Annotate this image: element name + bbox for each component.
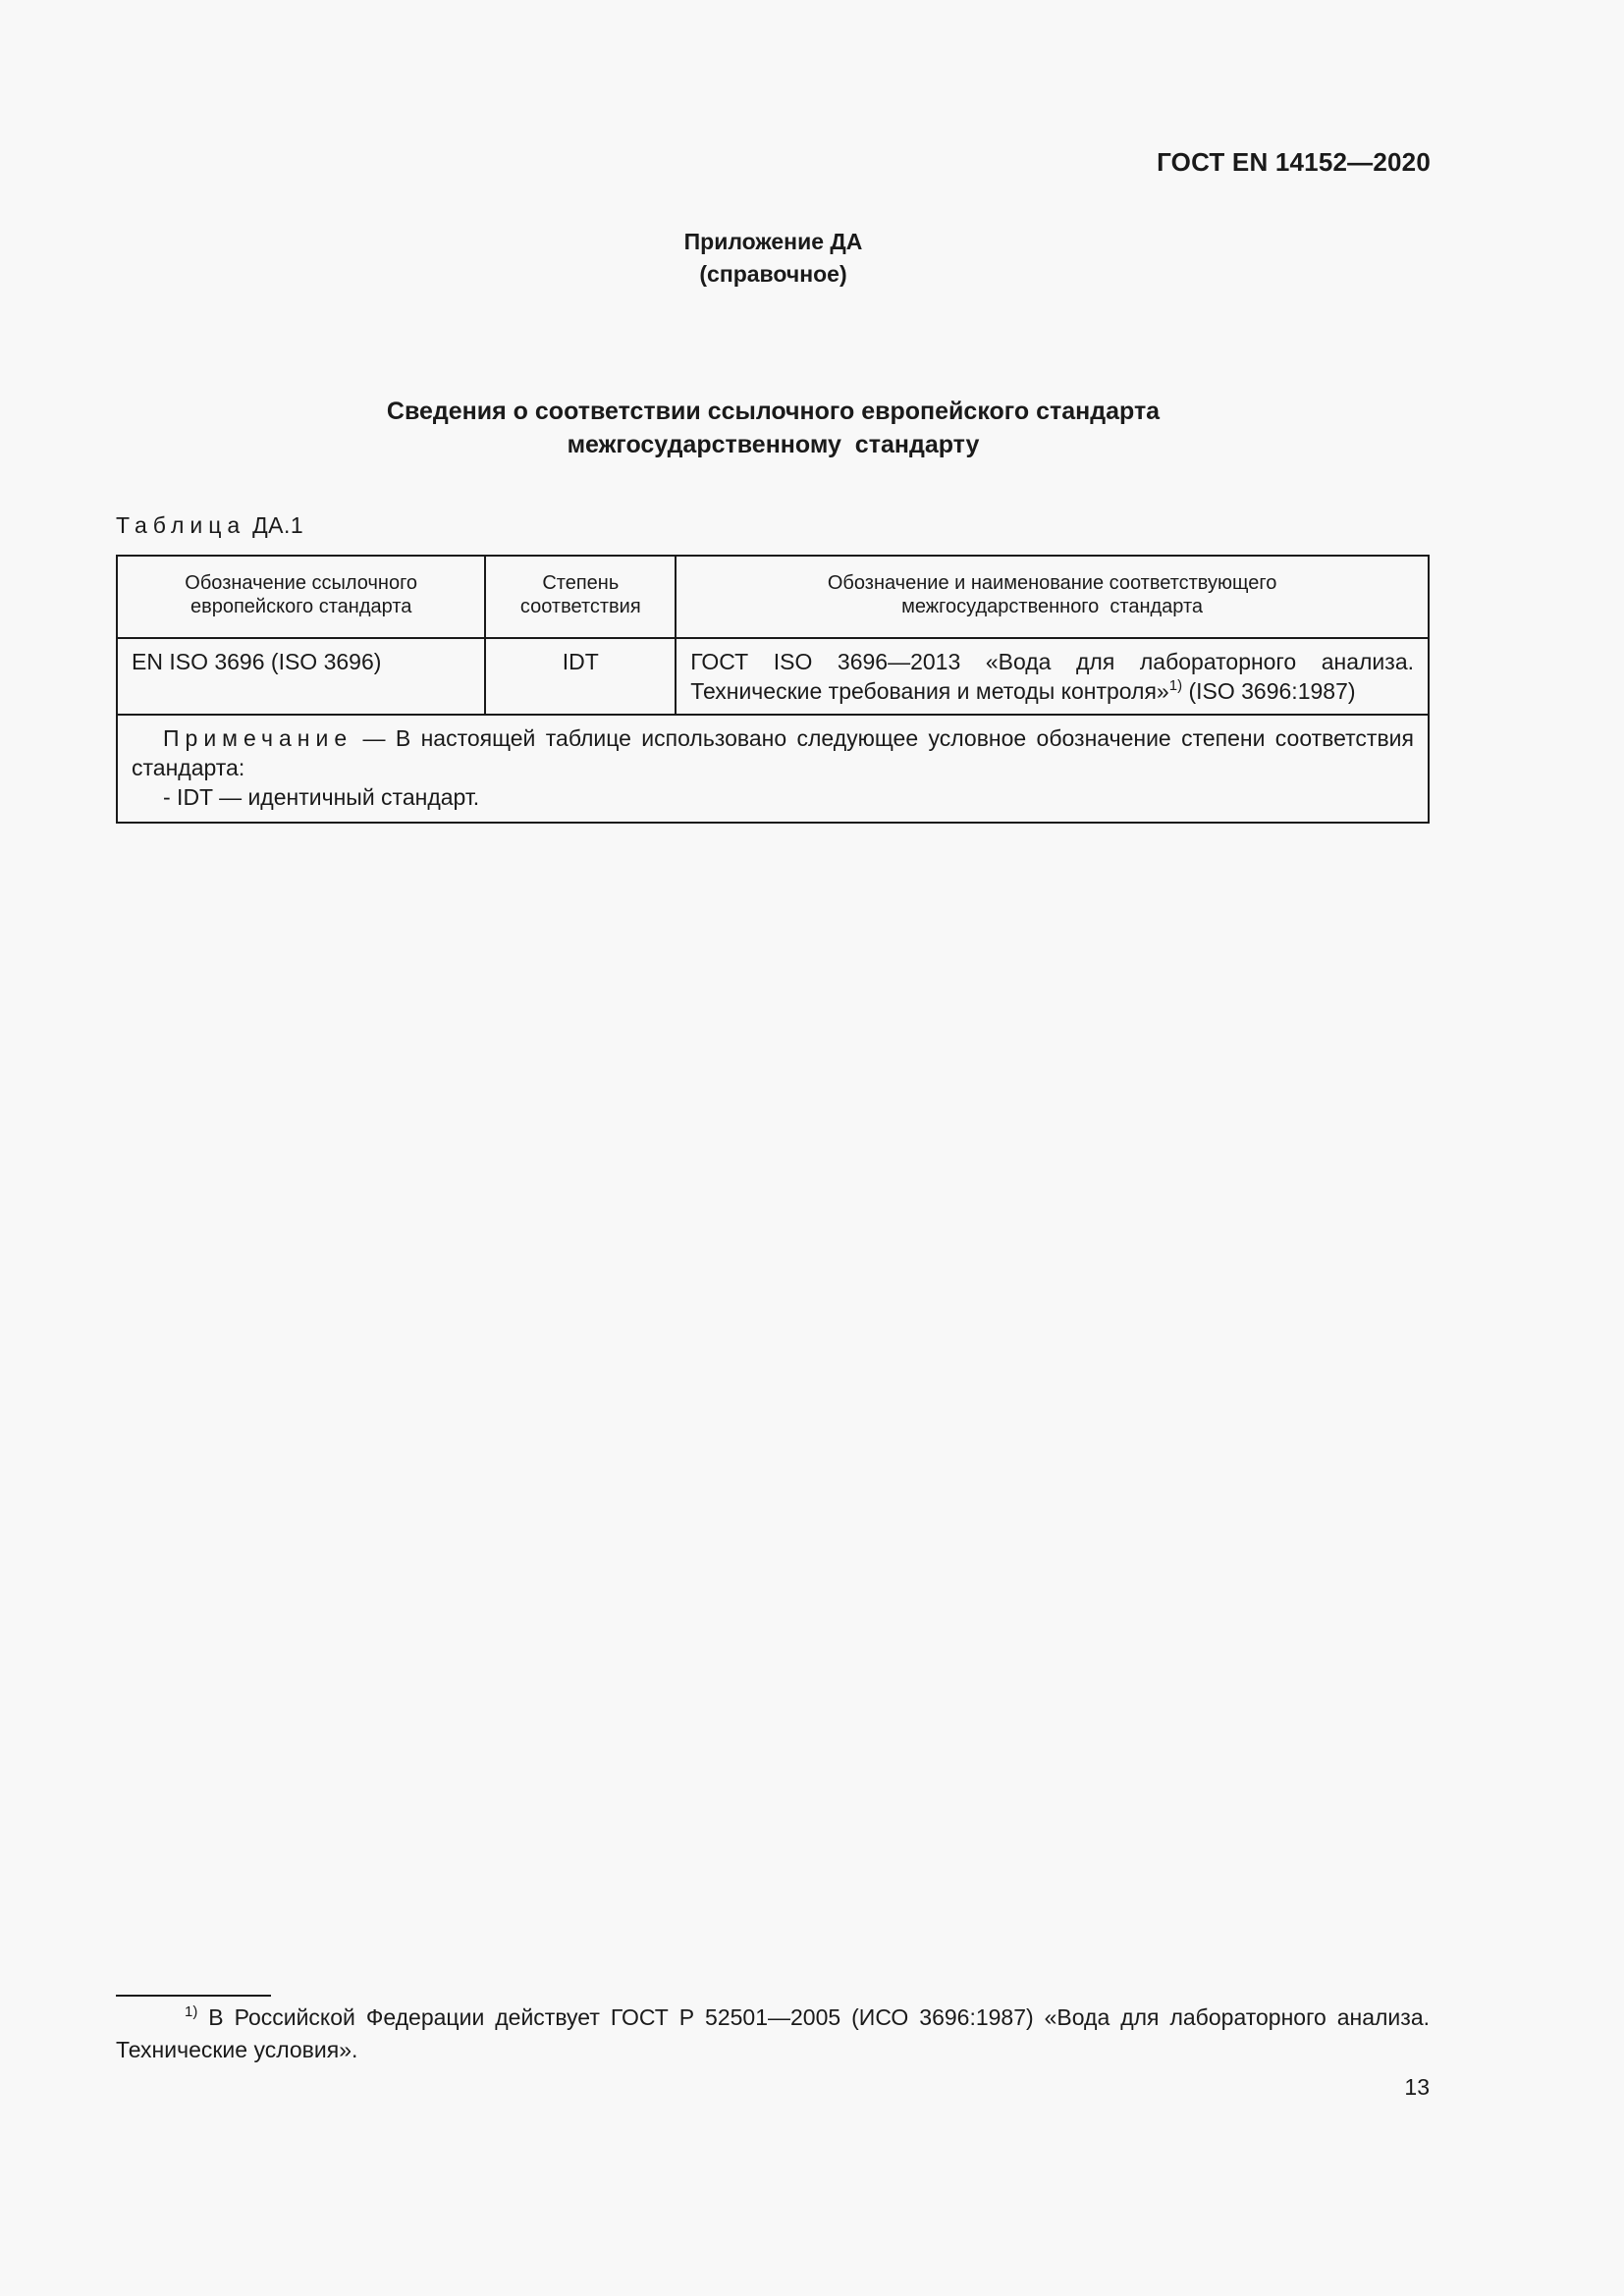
section-title: [0, 395, 1546, 461]
section-title-line2: межгосударственному стандарту: [567, 431, 980, 458]
annex-subtitle: (справочное): [699, 261, 847, 287]
footnote-divider: [116, 1995, 271, 1997]
cell-interstate-standard: ГОСТ ISO 3696—2013 «Вода для лабораторного анализа. Технические требования и методы контроля»$^{1)}$ (ISO 3696:1987): [676, 638, 1429, 715]
footnote-mark: 1): [185, 2003, 198, 2020]
annex-heading: [0, 226, 1546, 291]
cell-degree: IDT: [485, 638, 676, 715]
note-label: Примечание: [163, 725, 353, 751]
table-caption-word: Таблица: [116, 512, 246, 538]
header-ref-standard: Обозначение ссылочного европейского стандарта: [117, 556, 485, 638]
correspondence-table: [116, 555, 1430, 824]
table-note: [117, 715, 1429, 823]
footnote-text: В Российской Федерации действует ГОСТ Р 52501—2005 (ИСО 3696:1987) «Вода для лабораторного анализа. Технические условия».: [116, 2004, 1430, 2062]
header-degree: Степень соответствия: [485, 556, 676, 638]
header-interstate-standard: Обозначение и наименование соответствующего межгосударственного стандарта: [676, 556, 1429, 638]
footnote: [116, 2002, 1430, 2066]
table-caption: [116, 512, 303, 539]
table-row: [117, 638, 1429, 715]
table-caption-id: ДА.1: [252, 512, 304, 538]
page-number: 13: [1404, 2074, 1430, 2100]
note-text: — В настоящей таблице использовано следующее условное обозначение степени соответствия стандарта:: [132, 725, 1414, 780]
table-header-row: [117, 556, 1429, 638]
section-title-line1: Сведения о соответствии ссылочного европейского стандарта: [386, 398, 1161, 425]
note-item: - IDT — идентичный стандарт.: [163, 784, 480, 810]
footnote-ref[interactable]: 1): [1168, 677, 1183, 694]
annex-title: Приложение ДА: [683, 229, 863, 254]
document-code: ГОСТ EN 14152—2020: [1157, 147, 1431, 177]
cell-ref-standard: EN ISO 3696 (ISO 3696): [117, 638, 485, 715]
table-note-row: [117, 715, 1429, 823]
